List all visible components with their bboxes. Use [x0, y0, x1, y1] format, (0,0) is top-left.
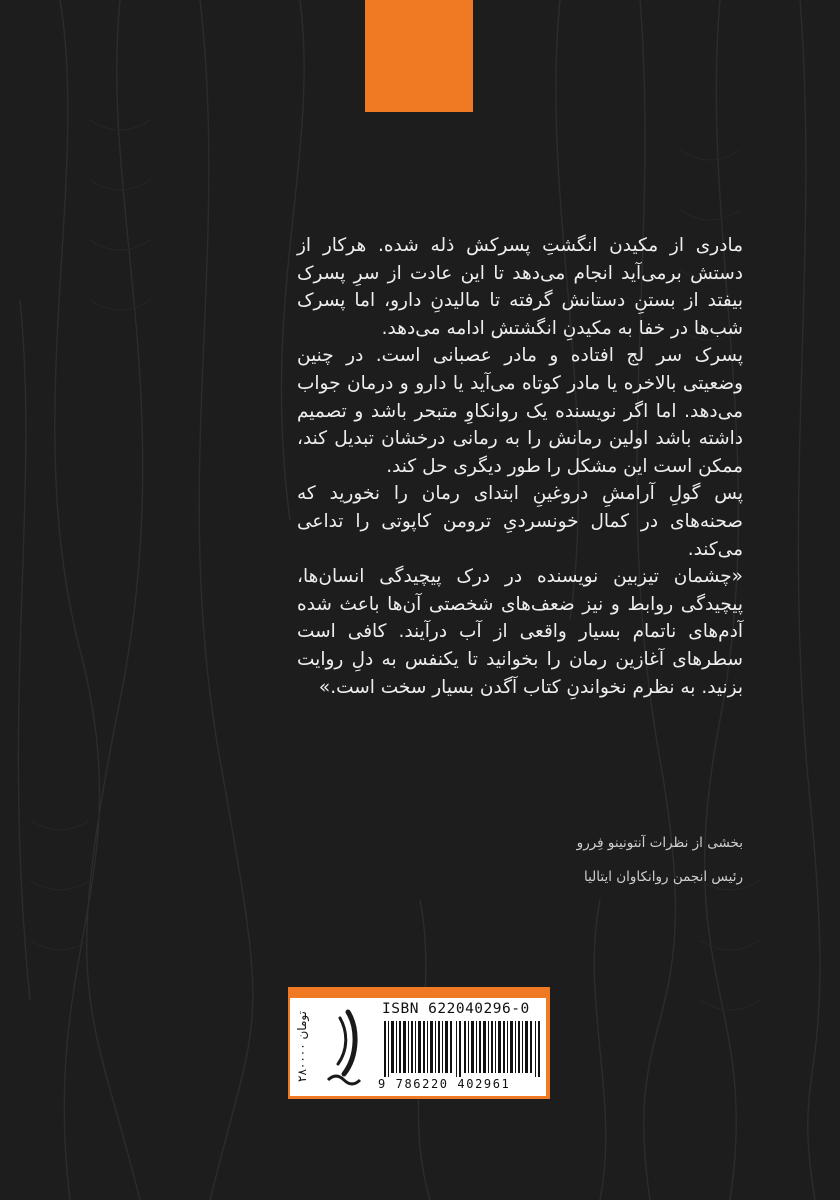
- quote-attribution: [413, 826, 743, 894]
- blurb-paragraph-3: پس گولِ آرامشِ دروغینِ ابتدای رمان را نخورید که صحنه‌های در کمال خونسردیِ ترومن کاپوتی را تداعی می‌کند.: [297, 483, 743, 560]
- back-cover-blurb: [297, 232, 743, 701]
- publisher-logo-icon: [314, 998, 376, 1096]
- barcode-digits: 9 786220 402961: [378, 1077, 511, 1091]
- isbn-label: ISBN 622040296-0: [382, 1001, 530, 1017]
- barcode-bars: [382, 1021, 542, 1077]
- blurb-quote: «چشمان تیزبین نویسنده در درک پیچیدگی انسان‌ها، پیچیدگی روابط و نیز ضعف‌های شخصتی آن‌ها باعث شده آدم‌های ناتمام بسیار واقعی از آب درآیند. کافی است سطرهای آغازین رمان را بخوانید تا یکنفس به دلِ روایت بزنید. به نظرم نخواندنِ کتاب آگدن بسیار سخت است.»: [297, 566, 743, 698]
- blurb-paragraph-1: مادری از مکیدن انگشتِ پسرکش ذله شده. هرکار از دستش برمی‌آید انجام می‌دهد تا این عادت از سرِ پسرک بیفتد از بستنِ دستانش گرفته تا مالیدنِ دارو، اما پسرک شب‌ها در خفا به مکیدنِ انگشتش ادامه می‌دهد.: [297, 235, 743, 339]
- publisher-logo-panel: [314, 998, 376, 1096]
- price-label: ۲۸۰۰۰۰ تومان: [295, 1011, 309, 1083]
- attribution-line-1: بخشی از نظرات آنتونینو فِررو: [576, 835, 743, 851]
- blurb-paragraph-2: پسرک سر لج افتاده و مادر عصبانی است. در چنین وضعیتی بالاخره یا مادر کوتاه می‌آید یا دارو و درمان جواب می‌دهد. اما اگر نویسنده یک روانکاوِ متبحر باشد و تصمیم داشته باشد اولین رمانش را به رمانی درخشان تبدیل کند، ممکن است این مشکل را طور دیگری حل کند.: [297, 345, 743, 477]
- orange-tab: [365, 0, 473, 112]
- attribution-line-2: رئیس انجمن روانکاوان ایتالیا: [583, 869, 743, 885]
